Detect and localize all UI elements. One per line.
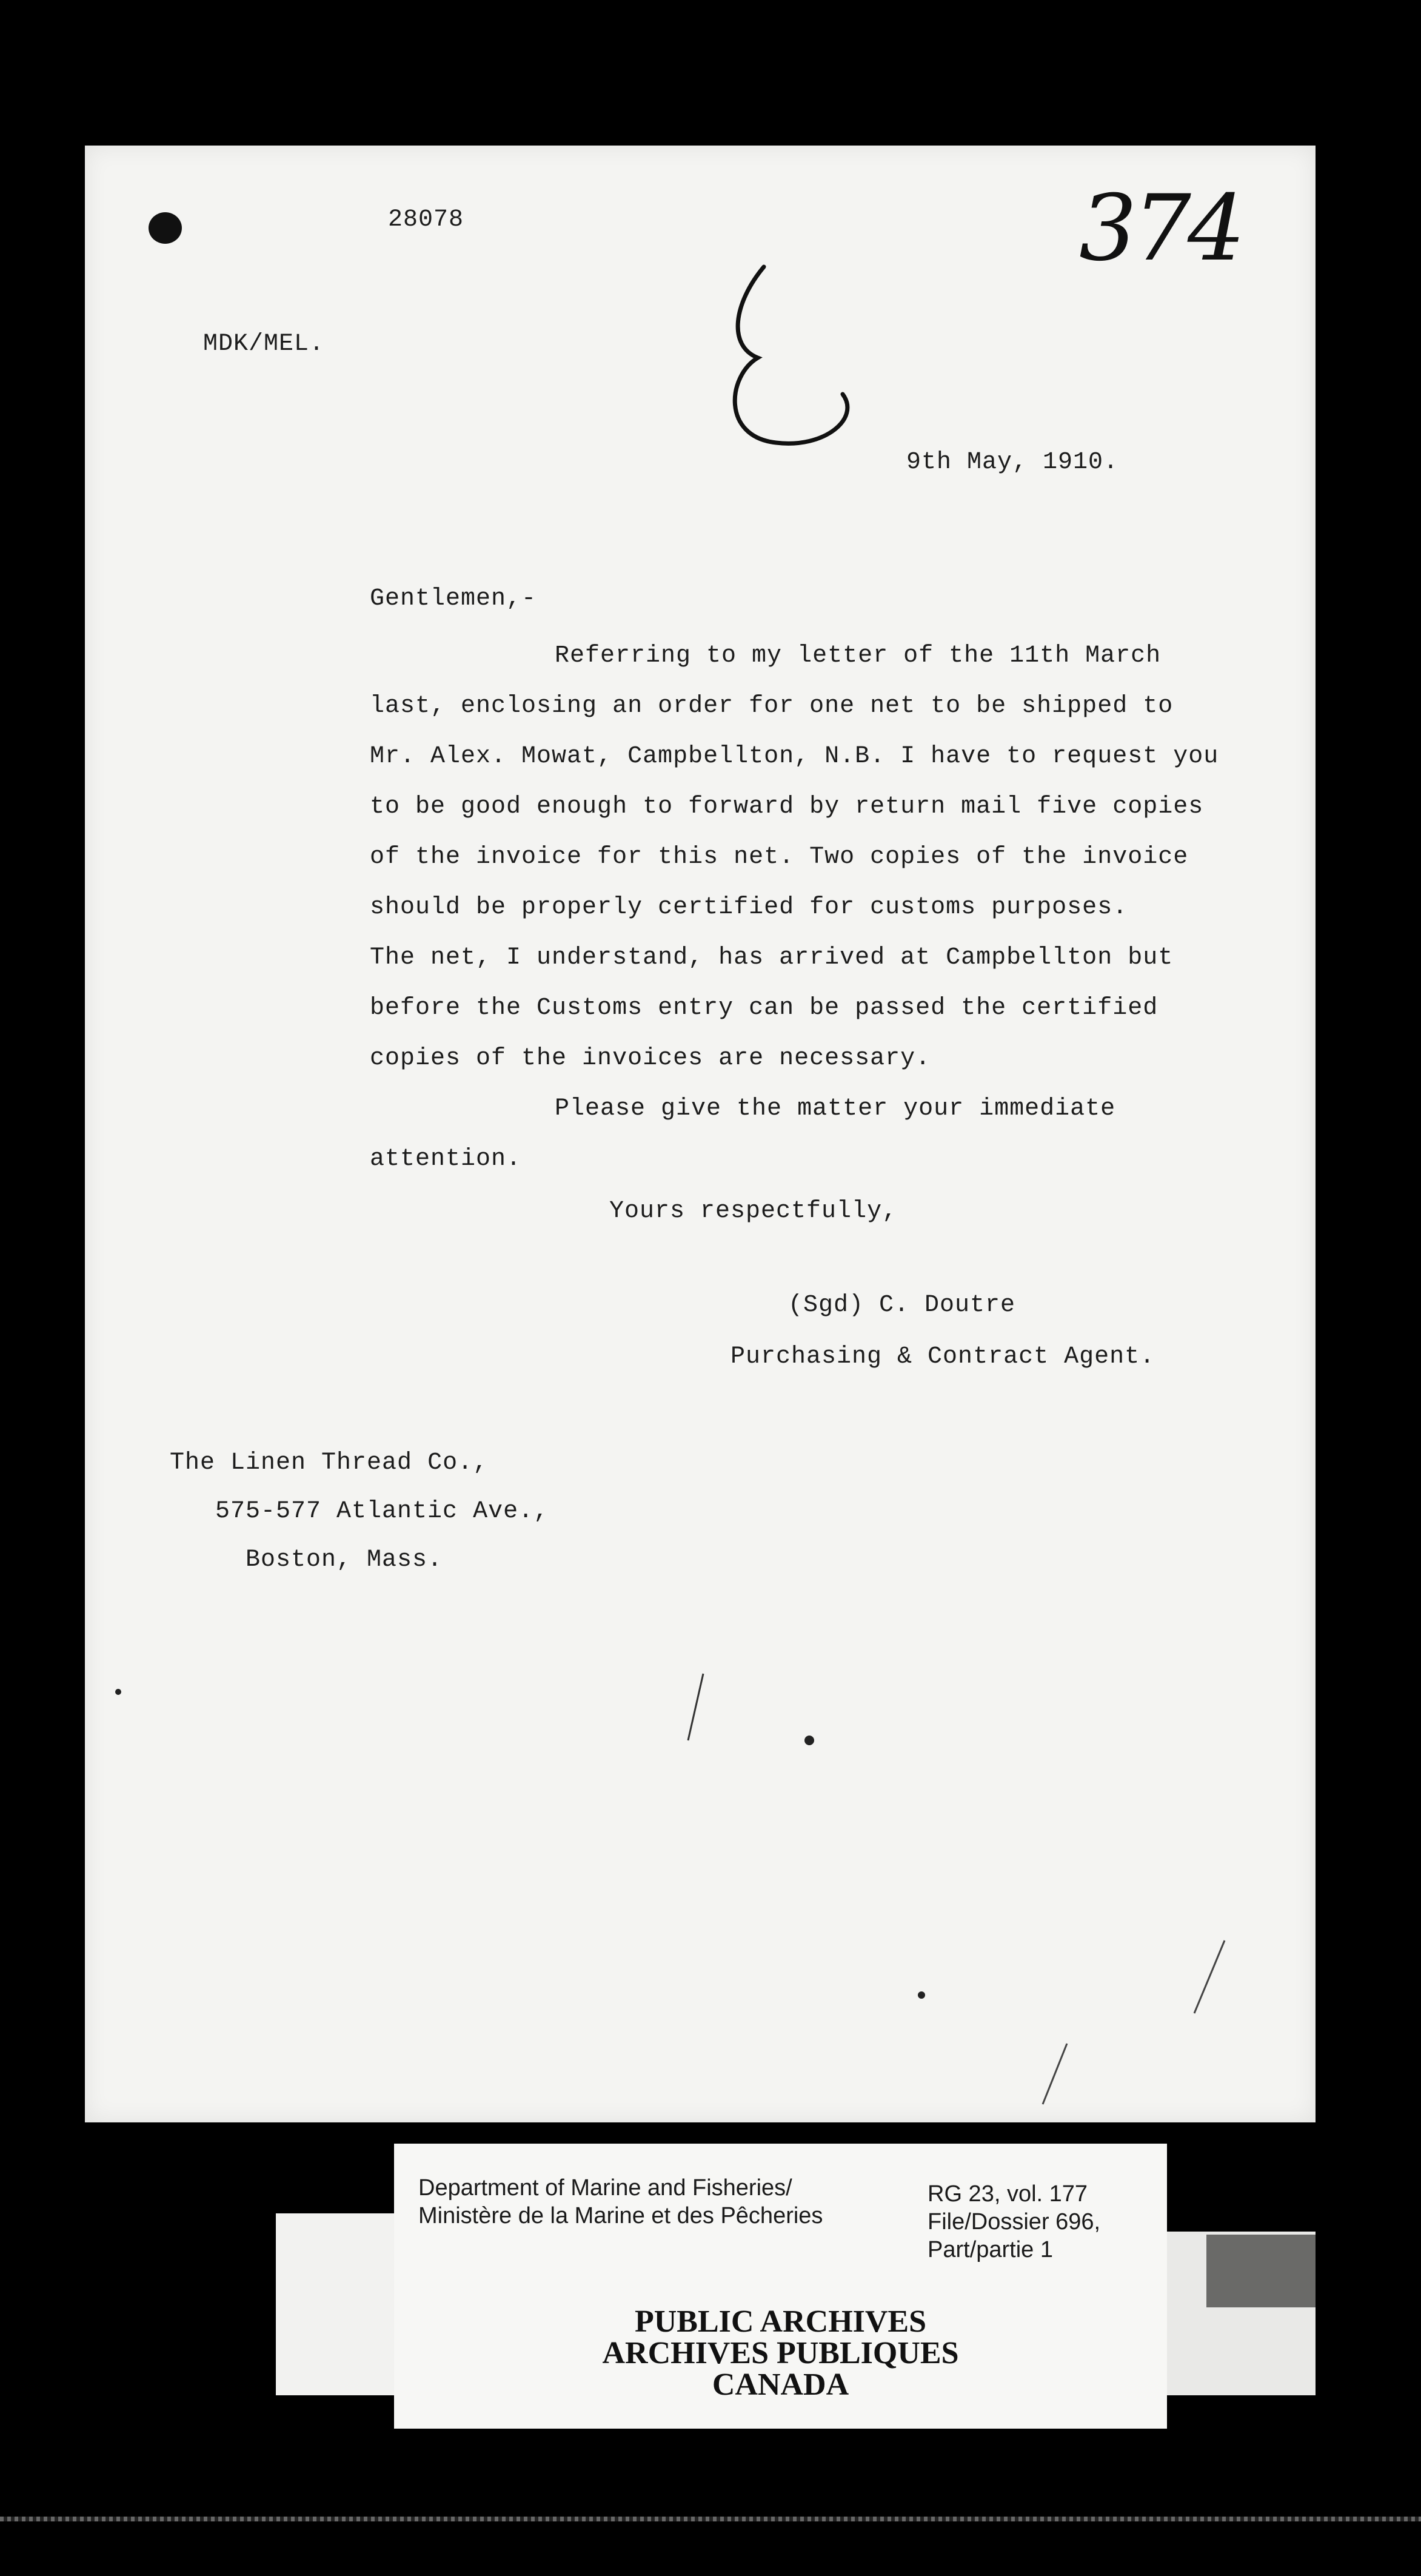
stray-pencil-marks — [85, 146, 1316, 2122]
body-line: copies of the invoices are necessary. — [370, 1045, 931, 1072]
archives-french: ARCHIVES PUBLIQUES — [602, 2336, 959, 2370]
record-group: RG 23, vol. 177 — [928, 2181, 1088, 2207]
body-line: The net, I understand, has arrived at Campbellton but — [370, 944, 1174, 971]
body-line: attention. — [370, 1145, 522, 1173]
recipient-name: The Linen Thread Co., — [170, 1449, 489, 1477]
recipient-street: 575-577 Atlantic Ave., — [215, 1498, 549, 1525]
file-dossier: File/Dossier 696, — [928, 2209, 1101, 2235]
signature-title: Purchasing & Contract Agent. — [731, 1343, 1155, 1370]
recipient-city: Boston, Mass. — [246, 1546, 443, 1574]
body-line: Referring to my letter of the 11th March — [555, 642, 1162, 669]
department-english: Department of Marine and Fisheries/ — [418, 2175, 792, 2201]
department-french: Ministère de la Marine et des Pêcheries — [418, 2203, 823, 2229]
body-line: to be good enough to forward by return mail five copies — [370, 793, 1204, 820]
body-line: should be properly certified for customs purposes. — [370, 894, 1128, 921]
body-line: Mr. Alex. Mowat, Campbellton, N.B. I have to request you — [370, 743, 1219, 770]
letter-date: 9th May, 1910. — [906, 449, 1119, 476]
document-page — [85, 146, 1316, 2122]
film-edge-strip — [0, 2517, 1421, 2521]
reference-initials: MDK/MEL. — [203, 330, 325, 358]
part: Part/partie 1 — [928, 2237, 1053, 2262]
label-tab-left — [276, 2213, 397, 2395]
archive-label — [394, 2144, 1167, 2429]
file-number: 28078 — [388, 206, 464, 233]
archives-country: CANADA — [712, 2367, 849, 2402]
body-line: Please give the matter your immediate — [555, 1095, 1116, 1122]
body-line: last, enclosing an order for one net to be shipped to — [370, 693, 1174, 720]
label-tab-shadow — [1206, 2235, 1316, 2307]
body-line: of the invoice for this net. Two copies of the invoice — [370, 844, 1189, 871]
body-line: before the Customs entry can be passed the certified — [370, 995, 1159, 1022]
closing: Yours respectfully, — [609, 1198, 898, 1225]
archives-english: PUBLIC ARCHIVES — [634, 2304, 927, 2339]
signature: (Sgd) C. Doutre — [788, 1292, 1016, 1319]
handwritten-page-number: 374 — [1079, 176, 1242, 281]
salutation: Gentlemen,- — [370, 585, 537, 612]
